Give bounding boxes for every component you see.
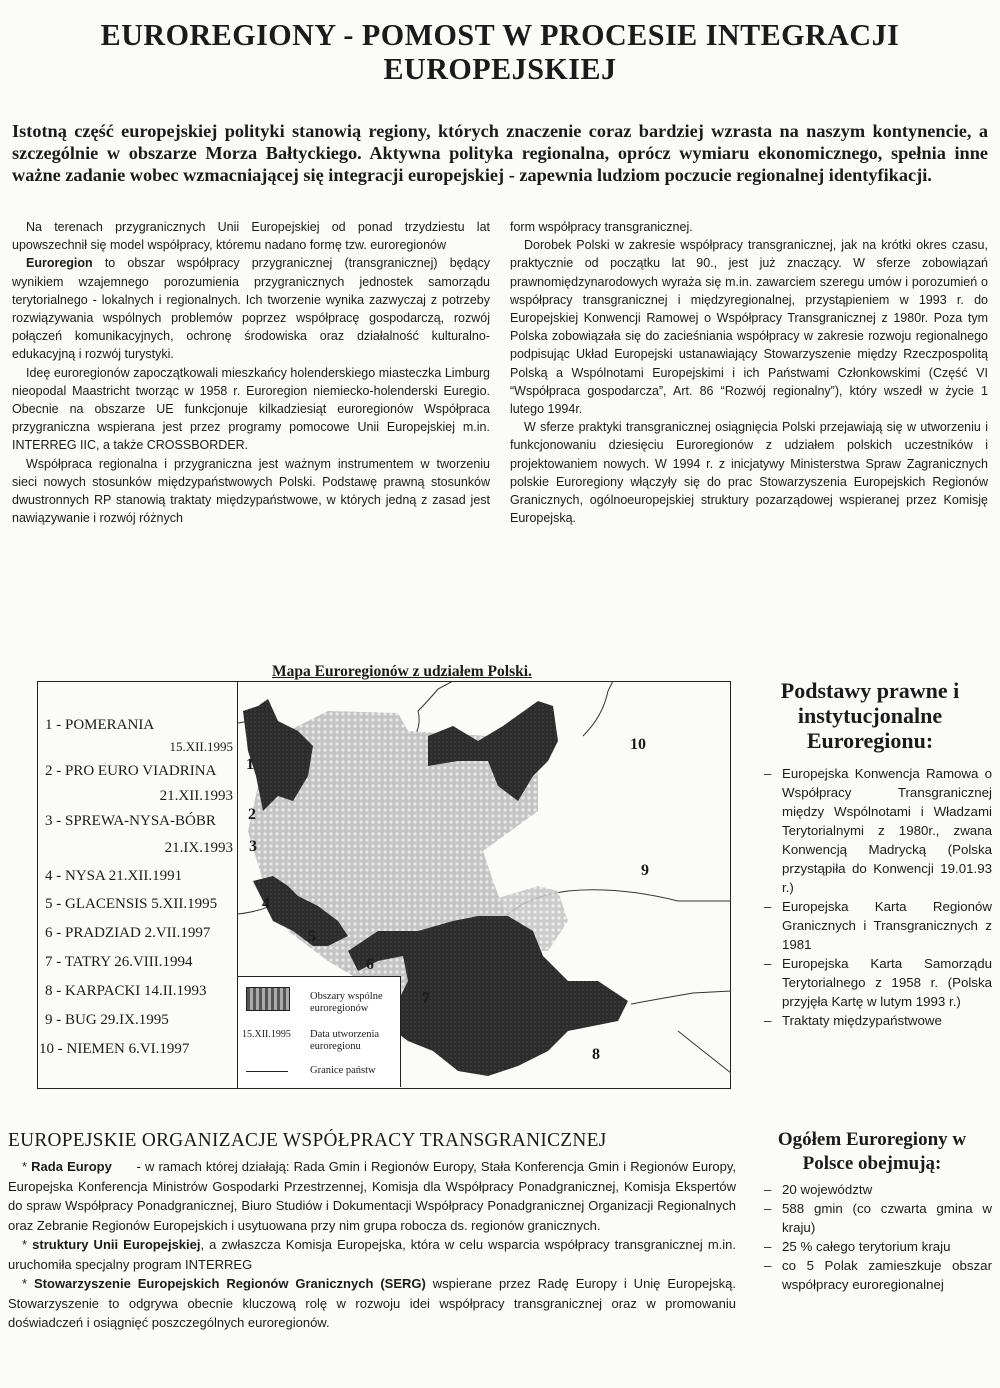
map-label-2: 2 [248, 806, 256, 823]
body-column-right [510, 218, 988, 527]
map-label-6: 6 [366, 956, 374, 973]
paragraph: form współpracy transgranicznej. [510, 220, 693, 234]
list-item: – 20 województw [760, 1180, 992, 1199]
key-shared-areas: Obszary wspólne euroregionów [310, 991, 383, 1014]
org-item [8, 1235, 736, 1274]
shared-area-swatch [246, 987, 290, 1011]
region-item: 3 - SPREWA-NYSA-BÓBR [45, 813, 216, 829]
term-bold: Euroregion [26, 256, 93, 271]
list-item: – Europejska Karta Samorządu Terytorialnego z 1958 r. (Polska przyjęła Kartę w lutym 1993 r.) [760, 954, 992, 1011]
list-item: – Europejska Karta Regionów Granicznych i Transgranicznych z 1981 [760, 897, 992, 954]
list-item: – co 5 Polak zamieszkuje obszar współpracy euroregionalnej [760, 1256, 992, 1294]
legal-basis-list [760, 764, 992, 1030]
map-region-list [37, 681, 238, 1089]
list-item: – Traktaty międzypaństwowe [760, 1011, 992, 1030]
lead-paragraph: Istotną część europejskiej polityki stanowią regiony, których znaczenie coraz bardziej wzrasta na naszym kontynencie, a szczególnie w obszarze Morza Bałtyckiego. Aktywna polityka regionalna, oprócz wymiaru ekonomicznego, spełnia inne ważne zadanie wobec wzmacniającej się integracji europejskiej - zapewnia ludziom poczucie regionalnej identyfikacji. [12, 121, 988, 185]
map-title: Mapa Euroregionów z udziałem Polski. [272, 663, 532, 680]
stats-heading: Ogółem Euroregiony w Polsce obejmują: [777, 1129, 967, 1174]
region-date: 21.XII.1993 [159, 788, 233, 804]
legal-basis-heading: Podstawy prawne i instytucjonalne Euroregionu: [780, 678, 960, 753]
key-date-example: 15.XII.1995 [242, 1029, 291, 1040]
region-item: 10 - NIEMEN 6.VI.1997 [39, 1041, 190, 1057]
org-description: wspierane przez Radę Europy i Unię Europejską. Stowarzyszenie to odgrywa obecnie kluczową rolę w rozwoju idei współpracy transgranicznej oraz w promowaniu doświadczeń i osiągnięć poszczególnych euroregionów. [8, 1276, 737, 1330]
org-description: , a zwłaszcza Komisja Europejska, która w celu wsparcia współpracy transgranicznej m.in. uruchomiła specjalny program INTERREG [8, 1237, 737, 1272]
paragraph: Współpraca regionalna i przygraniczna jest ważnym instrumentem w tworzeniu sieci nowych stosunków międzypaństwowych Polski. Podstawę prawną stosunków dwustronnych RP stanowią traktaty międzypaństwowe, w których jedną z zasad jest nawiązywanie i rozwój różnych [12, 456, 490, 526]
region-item: 4 - NYSA 21.XII.1991 [45, 868, 183, 884]
map-label-8: 8 [592, 1046, 600, 1063]
region-date: 21.IX.1993 [164, 840, 233, 856]
region-item: 1 - POMERANIA [45, 717, 155, 733]
border-line-swatch [246, 1071, 288, 1072]
body-column-left [12, 218, 490, 527]
list-item: – 588 gmin (co czwarta gmina w kraju) [760, 1199, 992, 1237]
map-key [238, 976, 401, 1087]
paragraph: Dorobek Polski w zakresie współpracy transgranicznej, jak na krótki okres czasu, praktycznie od początku lat 90., jest już znaczący. W sferze zobowiązań prawnomiędzynarodowych wyraża się m.in. zawarciem szeregu umów i porozumień o współpracy transgranicznej i międzyregionalnej, przystąpieniem w 1993 r. do Europejskiej Konwencji Ramowej o Współpracy Transgranicznej z 1980r. Poza tym Polska zobowiązała się do zacieśniania współpracy w zakresie rozwoju regionalnego podpisując Układ Europejski ustanawiający Stowarzyszenie między Rzeczpospolitą Polską a Wspólnotami Europejskimi i ich Państwami Członkowskimi (Część VI “Współpraca gospodarcza”, Art. 86 “Rozwój regionalny”), który wszedł w życie 1 lutego 1994r. [510, 238, 988, 417]
region-item: 2 - PRO EURO VIADRINA [45, 763, 217, 779]
list-item: – Europejska Konwencja Ramowa o Współpracy Transgranicznej między Wspólnotami i Władzami Terytorialnymi z 1980r., zwana Konwencją Madrycką (Polska przystąpiła do Konwencji 19.01.93 r.) [760, 764, 992, 897]
map-label-5: 5 [308, 928, 316, 945]
org-name: Rada Europy [31, 1159, 112, 1174]
map-label-4: 4 [262, 895, 270, 912]
org-description: - w ramach której działają: Rada Gmin i Regionów Europy, Stała Konferencja Gmin i Regionów Europy, Europejska Konferencja Ministrów Gospodarki Przestrzennej, Komisja dla Współpracy Ponadgranicznej, Komisja Ekspertów do spraw Współpracy Ponadgranicznej, Biuro Studiów i Dokumentacji Współpracy Ponadgranicznej Organizacji Regionalnych oraz Zebranie Regionów Europejskich i usytuowana przy nim grupa robocza ds. regionów granicznych. [8, 1159, 740, 1233]
bullet: * [22, 1159, 32, 1174]
region-item: 6 - PRADZIAD 2.VII.1997 [45, 925, 211, 941]
paragraph: Ideę euroregionów zapoczątkowali mieszkańcy holenderskiego miasteczka Limburg nieopodal Maastricht tworząc w 1958 r. Euroregion niemiecko-holenderski Euregio. Obecnie na obszarze UE funkcjonuje kilkadziesiąt euroregionów Współpraca przygraniczna wspierana jest przez programy pomocowe Unii Europejskiej m.in. INTERREG IIC, a także CROSSBORDER. [12, 365, 490, 453]
key-date-label: Data utworzenia euroregionu [310, 1029, 380, 1052]
org-name: Stowarzyszenie Europejskich Regionów Granicznych (SERG) [34, 1276, 426, 1291]
region-item: 8 - KARPACKI 14.II.1993 [45, 983, 207, 999]
region-item: 9 - BUG 29.IX.1995 [45, 1012, 169, 1028]
paragraph-text: to obszar współpracy przygranicznej (transgranicznej) będący wynikiem wzajemnego porozumienia przygranicznych jednostek samorządu terytorialnego - lokalnych i regionalnych. Ich tworzenie wynika zazwyczaj z potrzeby rozwiązywania wspólnych problemów poprzez współpracę gospodarczą, rozwój połączeń komunikacyjnych, ochronę środowiska oraz działalność kulturalno-edukacyjną i rozwój turystyki. [12, 256, 490, 362]
map-label-1: 1 [246, 756, 254, 773]
region-item: 7 - TATRY 26.VIII.1994 [45, 954, 193, 970]
map-label-10: 10 [630, 736, 646, 753]
map-label-7: 7 [422, 990, 430, 1007]
paragraph: Na terenach przygranicznych Unii Europejskiej od ponad trzydziestu lat upowszechnił się model współpracy, któremu nadano formę tzw. euroregionów [12, 220, 490, 253]
organizations-heading: EUROPEJSKIE ORGANIZACJE WSPÓŁPRACY TRANSGRANICZNEJ [8, 1130, 607, 1151]
map-label-9: 9 [641, 862, 649, 879]
article-title: EUROREGIONY - POMOST W PROCESIE INTEGRACJI EUROPEJSKIEJ [100, 17, 900, 86]
stats-list [760, 1180, 992, 1294]
list-item: – 25 % całego terytorium kraju [760, 1237, 992, 1256]
bullet: * [22, 1237, 33, 1252]
region-item: 5 - GLACENSIS 5.XII.1995 [45, 896, 218, 912]
bullet: * [22, 1276, 34, 1291]
organizations-list [8, 1157, 740, 1333]
paragraph [12, 254, 490, 363]
org-name: struktury Unii Europejskiej [32, 1237, 201, 1252]
map-label-3: 3 [249, 838, 257, 855]
key-borders-label: Granice państw [310, 1065, 376, 1076]
org-item [8, 1274, 736, 1333]
paragraph: W sferze praktyki transgranicznej osiągnięcia Polski przejawiają się w utworzeniu i funkcjonowaniu dziesięciu Euroregionów z udziałem polskich uczestników i projektowaniem nowych. W 1994 r. z inicjatywy Ministerstwa Spraw Zagranicznych polskie Euroregiony włączyły się do prac Stowarzyszenia Europejskich Regionów Granicznych, ogólnoeuropejskiej struktury pozarządowej wspieranej przez Komisję Europejską. [510, 420, 988, 526]
region-date: 15.XII.1995 [169, 739, 233, 754]
org-item [8, 1157, 740, 1235]
